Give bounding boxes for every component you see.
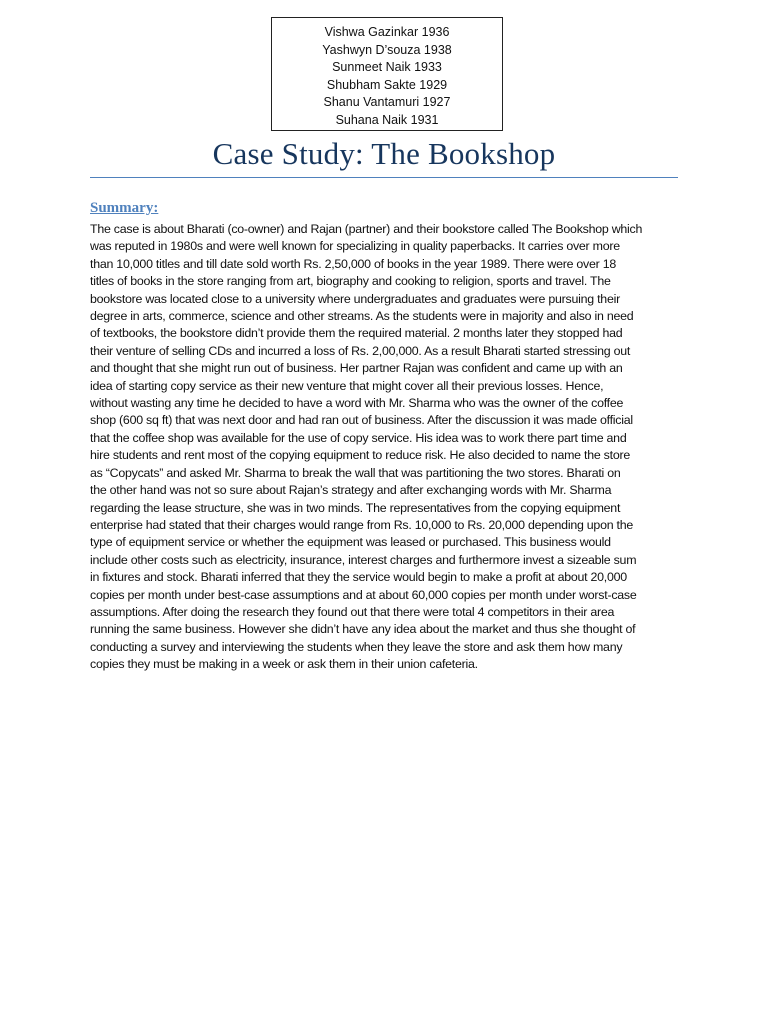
summary-line: as “Copycats” and asked Mr. Sharma to break the wall that was partitioning the two stores. Bharati on: [90, 465, 621, 480]
author-entry: Sunmeet Naik 1933: [332, 60, 442, 75]
summary-line: include other costs such as electricity, insurance, interest charges and furthermore invest a sizeable sum: [90, 552, 637, 567]
summary-line: regarding the lease structure, she was in two minds. The representatives from the copying equipment: [90, 500, 621, 515]
summary-line: their venture of selling CDs and incurred a loss of Rs. 2,00,000. As a result Bharati started stressing out: [90, 343, 631, 358]
summary-line: was reputed in 1980s and were well known for specializing in quality paperbacks. It carries over more: [90, 239, 620, 254]
summary-line: and thought that she might run out of business. Her partner Rajan was confident and came up with an: [90, 361, 623, 376]
summary-line: type of equipment service or whether the equipment was leased or purchased. This business would: [90, 535, 611, 550]
summary-heading: Summary:: [90, 200, 159, 216]
summary-line: The case is about Bharati (co-owner) and Rajan (partner) and their bookstore called The Bookshop which: [90, 222, 643, 236]
summary-line: than 10,000 titles and till date sold worth Rs. 2,50,000 of books in the year 1989. There were over 18: [90, 256, 616, 271]
author-list-box: [271, 17, 503, 131]
summary-line: assumptions. After doing the research they found out that there were total 4 competitors in their area: [90, 604, 615, 619]
summary-line: degree in arts, commerce, science and other streams. As the students were in majority and also in need: [90, 309, 634, 324]
summary-line: idea of starting copy service as their new venture that might cover all their previous losses. Hence,: [90, 378, 604, 393]
author-entry: Shubham Sakte 1929: [326, 77, 448, 92]
summary-line: copies they must be making in a week or ask them in their union cafeteria.: [90, 657, 478, 672]
summary-line: of textbooks, the bookstore didn’t provide them the required material. 2 months later they stopped had: [90, 326, 623, 341]
summary-line: the other hand was not so sure about Rajan’s strategy and after exchanging words with Mr. Sharma: [90, 483, 612, 498]
author-entry: Shanu Vantamuri 1927: [323, 95, 451, 110]
summary-line: in fixtures and stock. Bharati inferred that they the service would begin to make a profit at about 20,000: [90, 570, 627, 585]
summary-line: conducting a survey and interviewing the students when they leave the store and ask them how many: [90, 639, 623, 654]
summary-line: that the coffee shop was available for the use of copy service. His idea was to work there part time and: [90, 430, 627, 445]
summary-line: copies per month under best-case assumptions and at about 60,000 copies per month under worst-case: [90, 587, 637, 602]
summary-line: shop (600 sq ft) that was next door and had ran out of business. After the discussion it was made official: [90, 413, 633, 428]
summary-line: enterprise had stated that their charges would range from Rs. 10,000 to Rs. 20,000 depending upon the: [90, 517, 634, 532]
summary-line: titles of books in the store ranging from art, biography and cooking to religion, sports and travel. The: [90, 274, 611, 289]
author-entry: Vishwa Gazinkar 1936: [324, 25, 450, 39]
author-entry: Suhana Naik 1931: [335, 112, 439, 127]
summary-line: bookstore was located close to a university where undergraduates and graduates were pursuing their: [90, 291, 620, 306]
author-entry: Yashwyn D’souza 1938: [322, 42, 452, 57]
summary-body: [90, 221, 678, 674]
summary-line: running the same business. However she didn’t have any idea about the market and thus she thought of: [90, 622, 636, 637]
summary-line: without wasting any time he decided to have a word with Mr. Sharma who was the owner of the coffee: [90, 396, 624, 411]
page-title: Case Study: The Bookshop: [212, 136, 556, 171]
summary-line: hire students and rent most of the copying equipment to reduce risk. He also decided to name the store: [90, 448, 630, 463]
title-divider: [90, 177, 678, 178]
